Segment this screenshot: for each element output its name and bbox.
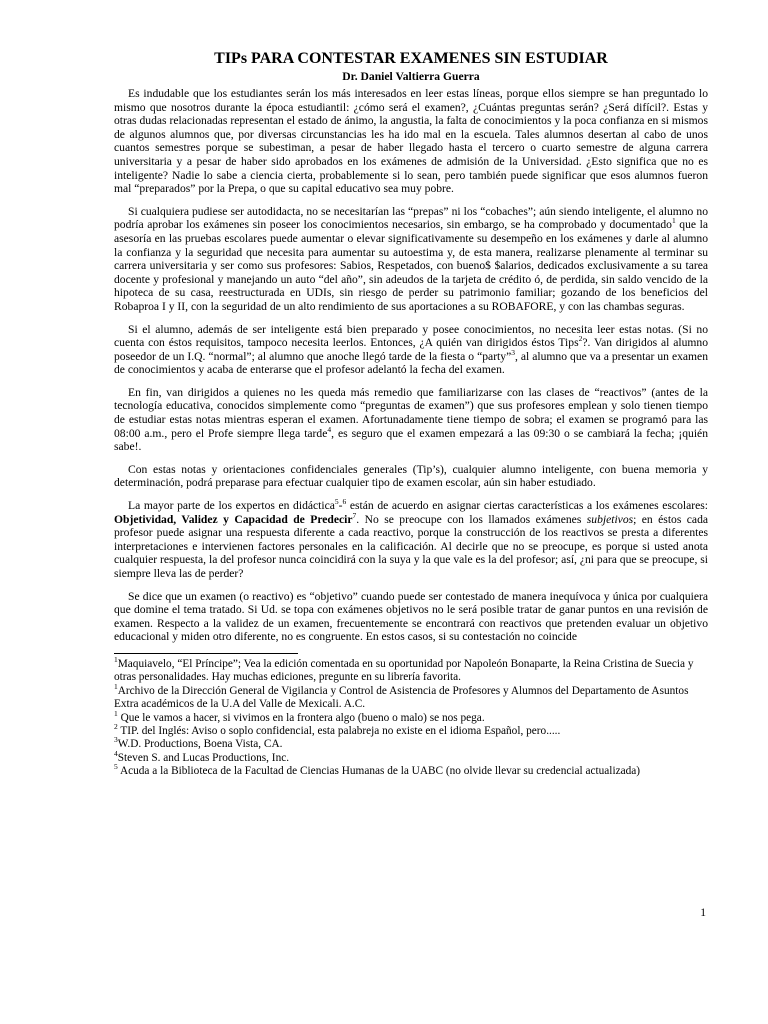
footnote	[114, 682, 708, 712]
text-run: Si el alumno, además de ser inteligente está bien preparado y posee conocimientos, no necesita leer estas notas. (Si no cuenta con éstos requisitos, tampoco necesita leerlos. Entonces, ¿A quién van dirigidos éstos Tips	[114, 322, 708, 350]
footnote-number: 3	[114, 735, 118, 745]
footnote-text: Acuda a la Biblioteca de la Facultad de Ciencias Humanas de la UABC (no olvide llevar su credencial actualizada)	[117, 765, 641, 778]
text-run: , al alumno que va a presentar un examen de conocimientos y acaba de enterarse que el profesor adelantó la fecha del examen.	[114, 349, 708, 377]
footnote-number: 2	[114, 722, 118, 732]
text-run: , es seguro que el examen empezará a las 09:30 o se cambiará la fecha; ¡quién sabe!.	[114, 426, 708, 454]
footnote-text: Steven S. and Lucas Productions, Inc.	[117, 751, 290, 764]
footnote	[114, 708, 708, 725]
text-run: Es indudable que los estudiantes serán los más interesados en leer estas líneas, porque ellos siempre se han preguntado lo mismo que nosotros durante la época estudiantil: ¿cómo será el examen?, ¿Cuántas preguntas serán? ¿Será difícil?. Estas y otras dudas relacionadas representan el estado de ánimo, la angustia, la falta de conocimientos y la poca confianza en si mismos de algunos alumnos que, por diversas circunstancias les ha ido mal en la escuela. Tales alumnos desertan al cabo de unos cuantos semestres porque se subestiman, a pesar de haber llegado hasta el tercero o cuarto semestre de alguna carrera universitaria y a pesar de haber sido aprobados en los exámenes de admisión de la Universidad. ¿Esto significa que no es inteligente? Nadie lo sabe a ciencia cierta, probablemente si lo sean, pero también puede significar que esos alumnos fueron mal “preparados” por la Prepa, o que su capital educativo sea muy pobre.	[114, 87, 708, 196]
footnotes	[114, 655, 708, 779]
body-paragraph	[114, 590, 708, 644]
text-run: están de acuerdo en asignar ciertas características a los exámenes escolares:	[346, 499, 708, 513]
footnote-ref: 2	[578, 334, 583, 344]
footnote-separator	[114, 653, 298, 654]
footnote-ref: 4	[327, 424, 332, 434]
footnote-ref: 1	[671, 216, 676, 226]
page-number: 1	[700, 906, 706, 919]
footnote-number: 5	[114, 762, 118, 772]
text-run: Si cualquiera pudiese ser autodidacta, no se necesitarían las “prepas” ni los “cobaches”; aún siendo inteligente, el alumno no podría aprobar los exámenes sin poseer los conocimientos necesarios, sin embargo, se ha comprobado y documentado	[114, 204, 708, 232]
footnote-text: TIP. del Inglés: Aviso o soplo confidencial, esta palabreja no existe en el idioma Español, pero.....	[117, 725, 561, 737]
footnote-number: 1	[114, 708, 118, 718]
footnote	[114, 735, 708, 751]
text-run: La mayor parte de los expertos en didáctica	[128, 499, 335, 513]
footnote	[114, 655, 708, 685]
footnote-text: Que le vamos a hacer, si vivimos en la frontera algo (bueno o malo) se nos pega.	[117, 711, 485, 724]
text-run: Se dice que un examen (o reactivo) es “objetivo” cuando puede ser contestado de manera inequívoca y única por cualquiera que domine el tema tratado. Si Ud. se topa con exámenes objetivos no le será posible tratar de ganar puntos en una revisión de examen. Respecto a la validez de un examen, frecuentemente se encontrará con reactivos que pretenden evaluar un objetivo educacional y miden otro diferente, no es congruente. En estos casos, si su contestación no coincide	[114, 589, 708, 644]
body-paragraph	[114, 205, 708, 314]
footnote-ref: 3	[511, 347, 515, 357]
footnote-number: 1	[114, 682, 118, 692]
footnote-text: Archivo de la Dirección General de Vigilancia y Control de Asistencia de Profesores y Alumnos del Departamento de Asuntos Extra académicos de la U.A del Valle de Mexicali. A.C.	[114, 684, 689, 711]
text-run: ; en éstos cada profesor puede asignar una respuesta diferente a cada reactivo, porque la construcción de los reactivos se presta a diferentes interpretaciones e intervienen factores personales en la calificación. Al decirle que no se preocupe, es porque si usted anota cualquier respuesta, la del profesor nunca coincidirá con la suya y la que vale es la del profesor; así, ¿ni para que se preocupe, si siempre lleva las de perder?	[114, 512, 709, 580]
footnote-ref: 7	[352, 510, 357, 520]
text-run: ?. Van dirigidos al alumno poseedor de un I.Q. “normal”; al alumno que anoche llegó tarde de la fiesta o “party”	[114, 336, 708, 363]
body-paragraph	[114, 499, 708, 581]
footnote-text: Maquiavelo, “El Príncipe”; Vea la edición comentada en su oportunidad por Napoleón Bonaparte, la Reina Cristina de Suecia y otras personalidades. Hay muchas ediciones, pregunte en su librería favorita.	[114, 657, 694, 684]
footnote	[114, 762, 708, 778]
text-run: que la asesoría en las pruebas escolares puede aumentar o elevar significativamente su desempeño en los exámenes y darle al alumno la confianza y la seguridad que necesita para aumentar su autoestima y, de esta manera, realizarse plenamente al terminar su carrera universitaria y ser como sus profesores: Sabios, Respetados, con bueno$ $alarios, dedicados exclusivamente a su tarea docente y profesional y manejando un auto “del año”, sin adeudos de la tarjeta de crédito ó, de perdida, sin saldo vencido de la hipoteca de su casa, reestructurada en UDIs, sin riesgo de perder su patrimonio familiar; gozando de los beneficios del Robaproa I y II, con la seguridad de un alto rendimiento de sus aportaciones a su ROBAFORE, y con las chambas seguras.	[114, 218, 709, 313]
body-paragraph	[114, 87, 708, 196]
footnote	[114, 722, 708, 738]
footnote-ref: 5	[334, 497, 339, 507]
text-run: -	[338, 499, 343, 513]
footnote-number: 4	[114, 749, 118, 759]
text-run: . No se preocupe con los llamados exámenes	[356, 512, 587, 526]
text-run: Con estas notas y orientaciones confidenciales generales (Tip’s), cualquier alumno inteligente, con buena memoria y determinación, podrá preparase para efectuar cualquier tipo de examen escolar, aún sin haber estudiado.	[114, 462, 708, 490]
body-text	[114, 87, 708, 644]
footnote	[114, 749, 708, 765]
body-paragraph	[114, 386, 708, 454]
footnote-text: W.D. Productions, Boena Vista, CA.	[117, 738, 283, 751]
body-paragraph	[114, 323, 708, 377]
italic-text: subjetivos	[586, 512, 634, 526]
body-paragraph	[114, 463, 708, 490]
bold-text: Objetividad, Validez y Capacidad de Predecir	[114, 512, 353, 526]
footnote-number: 1	[114, 655, 118, 665]
document-author: Dr. Daniel Valtierra Guerra	[342, 70, 480, 83]
document-title: TIPs PARA CONTESTAR EXAMENES SIN ESTUDIAR	[214, 50, 608, 67]
text-run: En fin, van dirigidos a quienes no les queda más remedio que familiarizarse con las clases de “reactivos” (antes de la tecnología educativa, conocidos simplemente como “preguntas de examen”) que sus profesores emplean y solo tienen tiempo de estudiar estas notas mientras esperan el examen. Afortunadamente tiene tiempo de sobra; el examen se programó para las 08:00 a.m., pero el Profe siempre llega tarde	[114, 385, 708, 440]
footnote-ref: 6	[342, 497, 347, 507]
